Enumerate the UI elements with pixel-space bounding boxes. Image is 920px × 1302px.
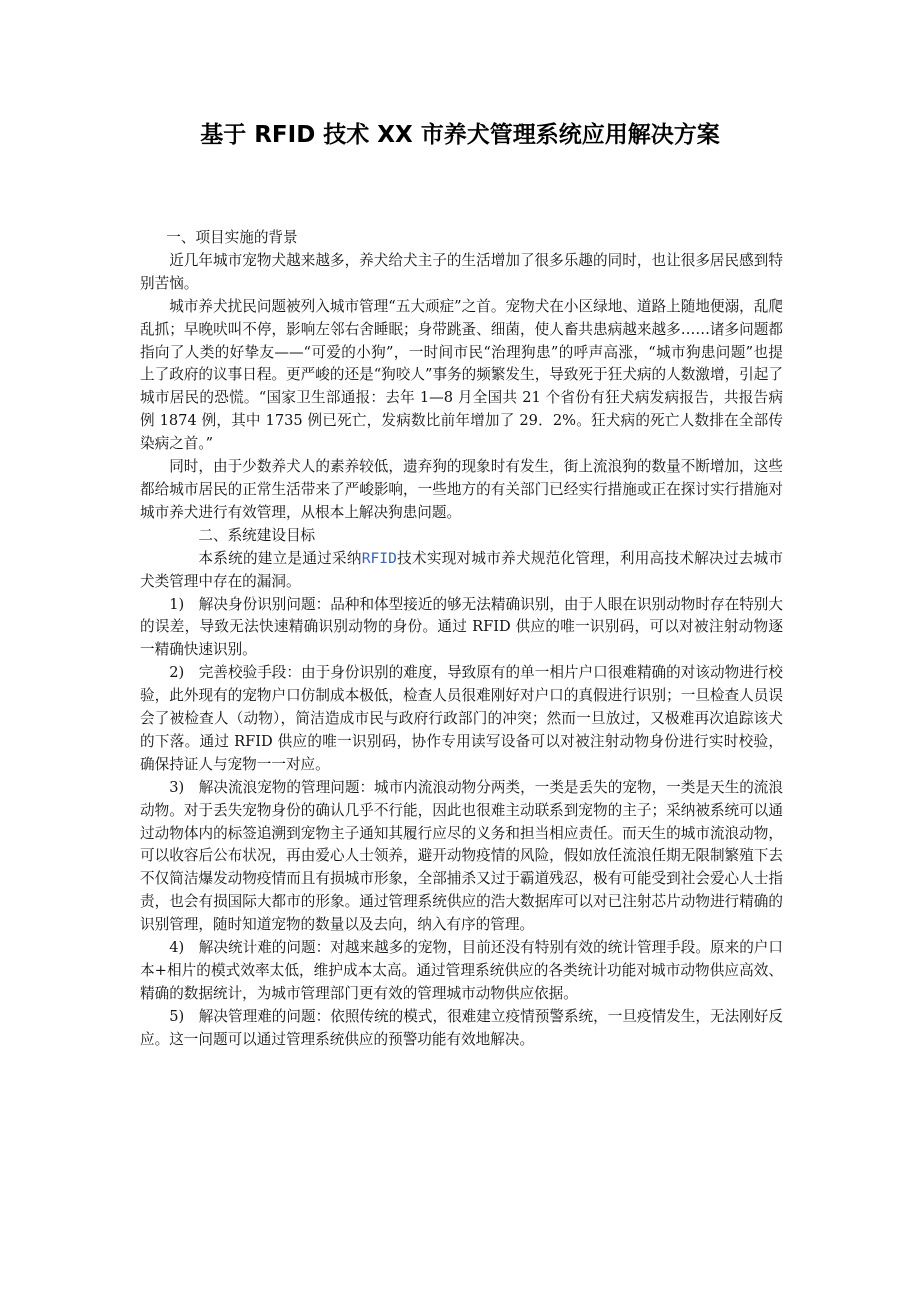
list-item: 1) 解决身份识别问题：品种和体型接近的够无法精确识别，由于人眼在识别动物时存在特别大的误差，导致无法快速精确识别动物的身份。通过 RFID 供应的唯一识别码，可以对被注射动物逐一精确快速识别。: [140, 595, 783, 659]
document-body: [140, 227, 783, 1052]
paragraph: 近几年城市宠物犬越来越多，养犬给犬主子的生活增加了很多乐趣的同时，也让很多居民感到特别苦恼。: [140, 251, 783, 292]
section-heading-goals: 二、系统建设目标: [198, 526, 316, 544]
goals-intro-text: 本系统的建立是通过采纳: [198, 549, 362, 567]
section-heading-background: 一、项目实施的背景: [166, 229, 298, 246]
list-item: 3) 解决流浪宠物的管理问题：城市内流浪动物分两类，一类是丢失的宠物，一类是天生的流浪动物。对于丢失宠物身份的确认几乎不行能，因此也很难主动联系到宠物的主子；采纳被系统可以通过动物体内的标签追溯到宠物主子通知其履行应尽的义务和担当相应责任。而天生的城市流浪动物，可以收容后公布状况，再由爱心人士领养，避开动物疫情的风险，假如放任流浪任期无限制繁殖下去不仅简洁爆发动物疫情而且有损城市形象，全部捕杀又过于霸道残忍，极有可能受到社会爱心人士指责，也会有损国际大都市的形象。通过管理系统供应的浩大数据库可以对已注射芯片动物进行精确的识别管理，随时知道宠物的数量以及去向，纳入有序的管理。: [140, 778, 783, 934]
paragraph: 城市养犬扰民问题被列入城市管理“五大顽症”之首。宠物犬在小区绿地、道路上随地便溺，乱爬乱抓；早晚吠叫不停，影响左邻右舍睡眠；身带跳蚤、细菌，使人畜共患病越来越多……诸多问题都指向了人类的好挚友——“可爱的小狗”，一时间市民“治理狗患”的呼声高涨，“城市狗患问题”也提上了政府的议事日程。更严峻的还是“狗咬人”事务的频繁发生，导致死于狂犬病的人数激增，引起了城市居民的恐慌。“国家卫生部通报：去年 1—8 月全国共 21 个省份有狂犬病发病报告，共报告病例 1874 例，其中 1735 例已死亡，发病数比前年增加了 29．2%。狂犬病的死亡人数排在全部传染病之首。”: [140, 297, 783, 453]
rfid-term: RFID: [361, 549, 397, 567]
list-item: 2) 完善校验手段：由于身份识别的难度，导致原有的单一相片户口很难精确的对该动物进行校验，此外现有的宠物户口仿制成本极低，检查人员很难刚好对户口的真假进行识别；一旦检查人员误会了被检查人（动物），简洁造成市民与政府行政部门的冲突；然而一旦放过，又极难再次追踪该犬的下落。通过 RFID 供应的唯一识别码，协作专用读写设备可以对被注射动物身份进行实时校验，确保持证人与宠物一一对应。: [140, 664, 783, 773]
goals-intro-paragraph: [140, 548, 783, 594]
list-item: 5) 解决管理难的问题：依照传统的模式，很难建立疫情预警系统，一旦疫情发生，无法刚好反应。这一问题可以通过管理系统供应的预警功能有效地解决。: [140, 1007, 783, 1048]
document-title: 基于 RFID 技术 XX 市养犬管理系统应用解决方案: [200, 122, 720, 148]
list-item: 4) 解决统计难的问题：对越来越多的宠物，目前还没有特别有效的统计管理手段。原来的户口本+相片的模式效率太低，维护成本太高。通过管理系统供应的各类统计功能对城市动物供应高效、精确的数据统计，为城市管理部门更有效的管理城市动物供应依据。: [140, 939, 783, 1002]
goals-intro-text-rest: 技术实现对城市养犬规范化管理，利用高技术解决过去城市犬类管理中存在的漏洞。: [140, 549, 783, 590]
paragraph: 同时，由于少数养犬人的素养较低，遗弃狗的现象时有发生，街上流浪狗的数量不断增加，这些都给城市居民的正常生活带来了严峻影响，一些地方的有关部门已经实行措施或正在探讨实行措施对城市养犬进行有效管理，从根本上解决狗患问题。: [140, 458, 783, 521]
